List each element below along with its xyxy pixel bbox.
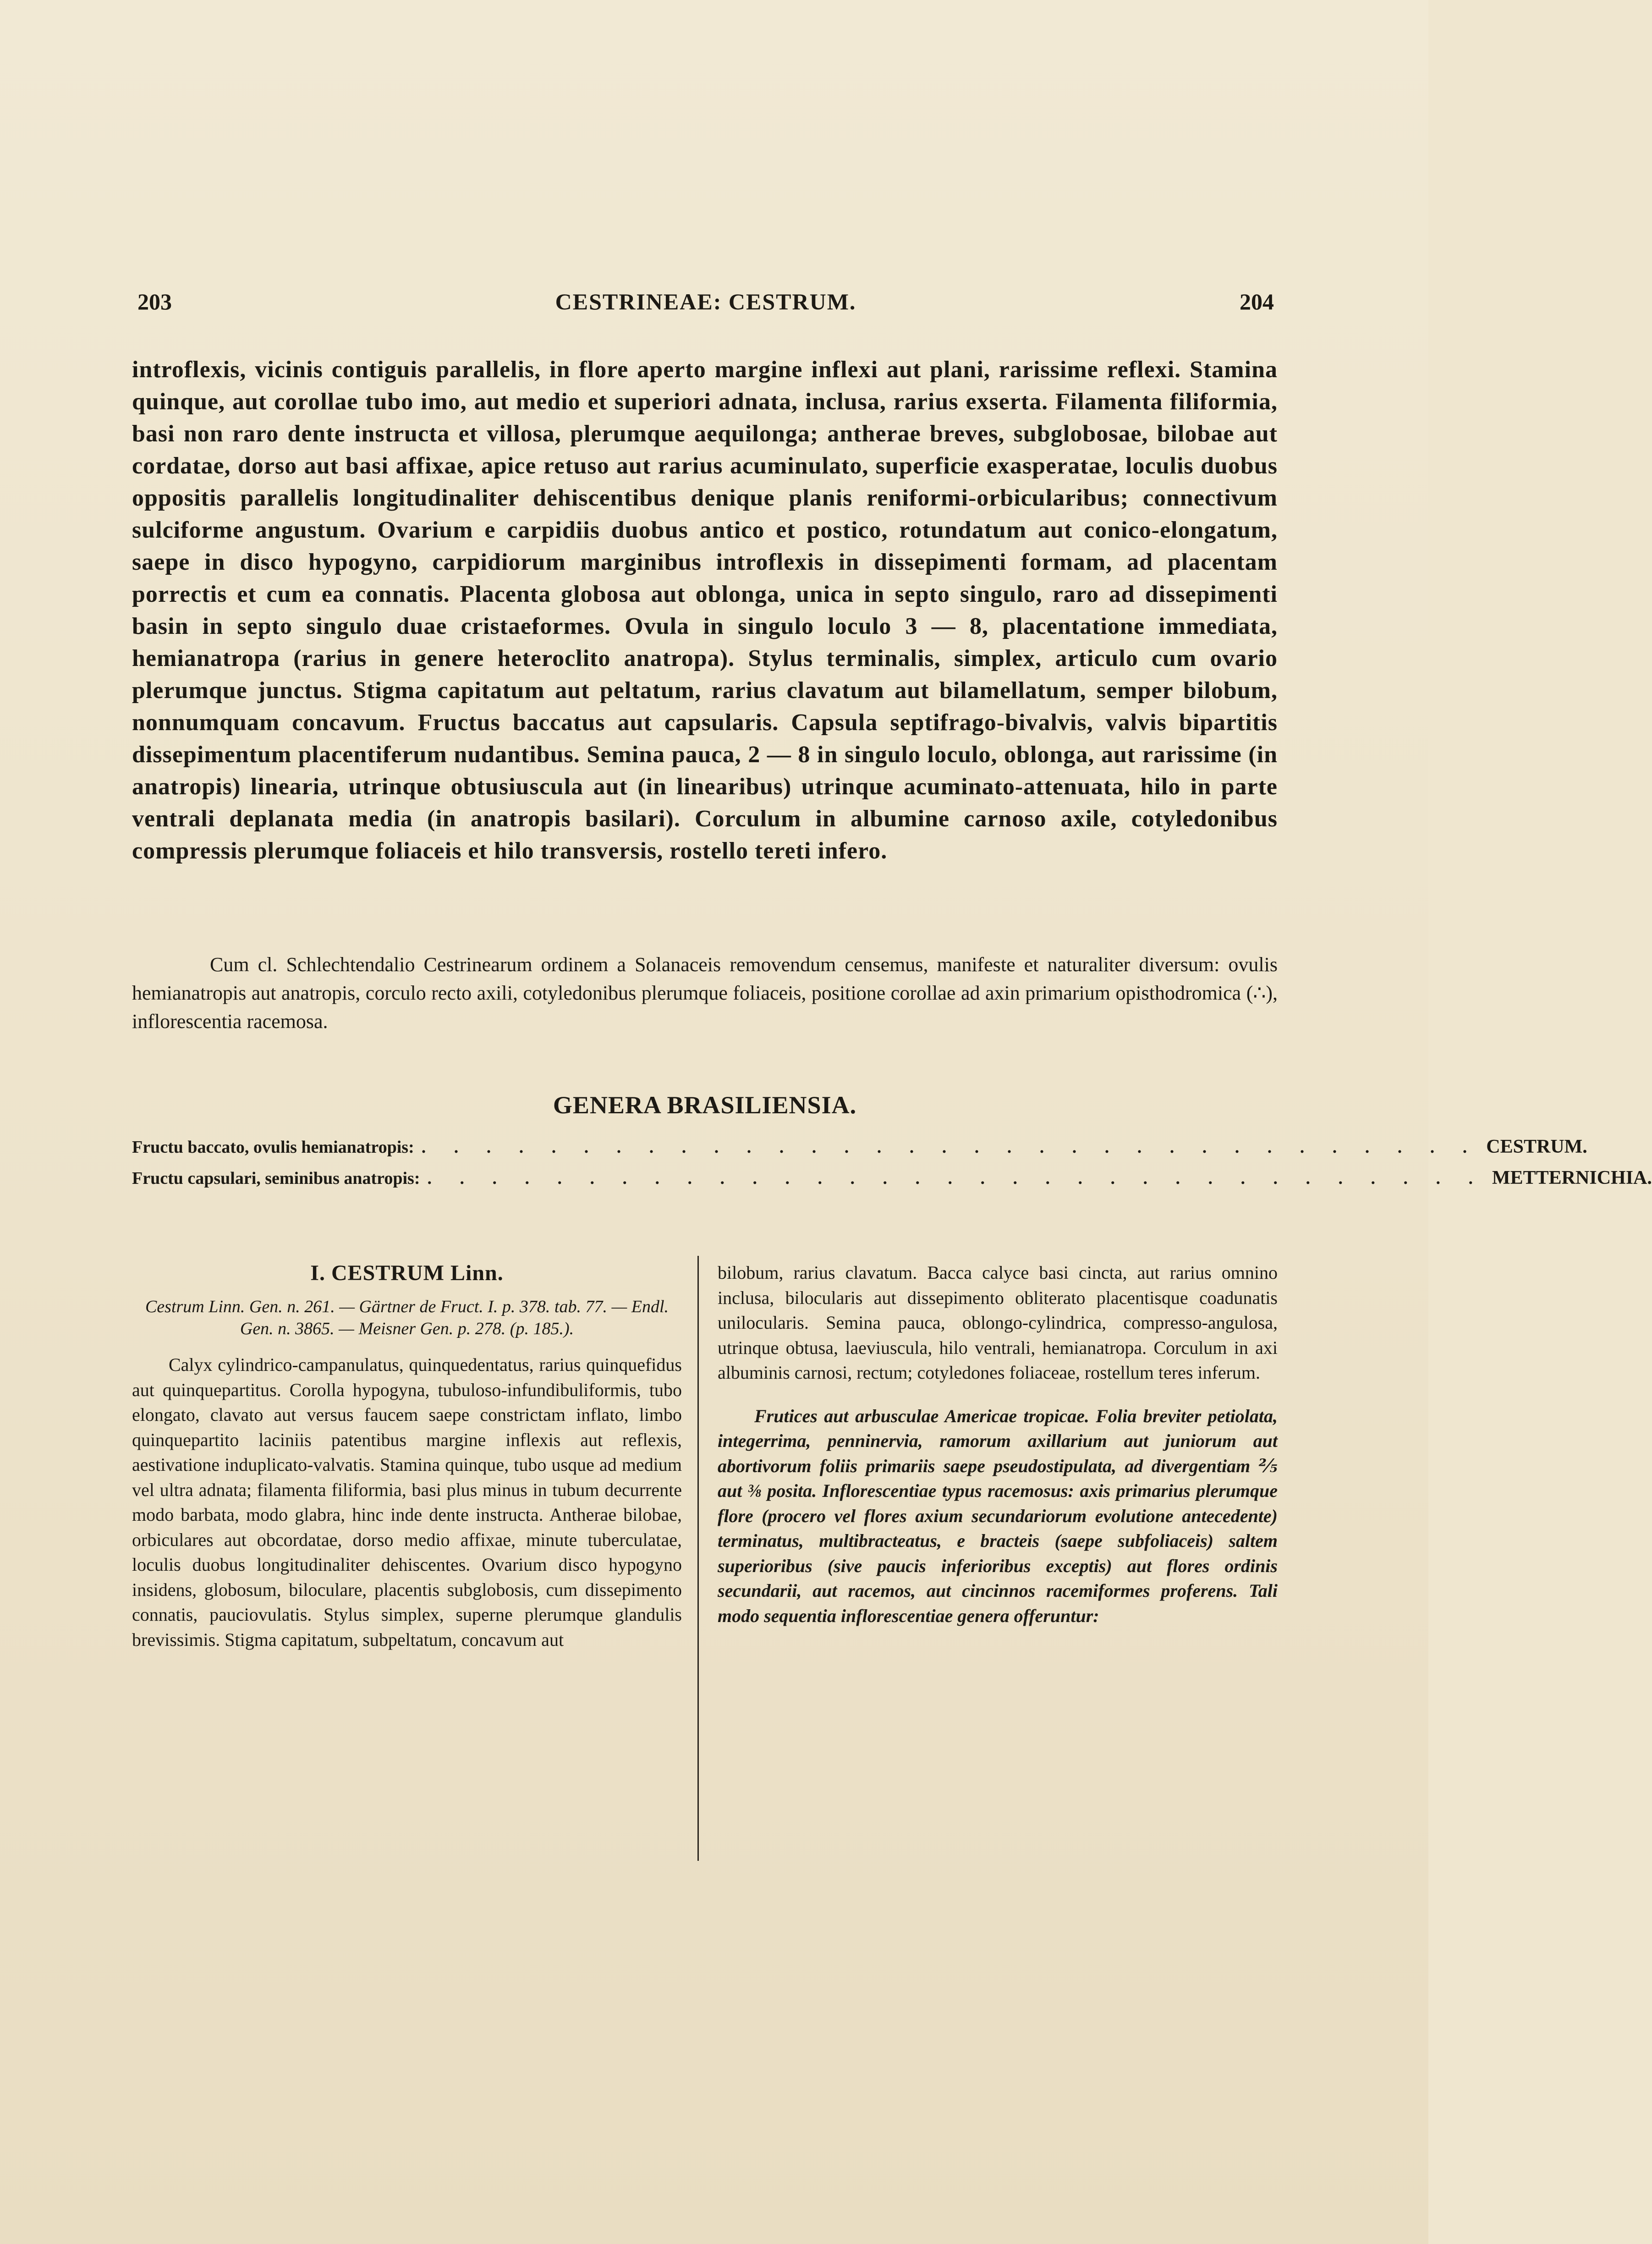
genus-references: Cestrum Linn. Gen. n. 261. — Gärtner de Fruct. I. p. 378. tab. 77. — Endl. Gen. n. 3865. — Meisner Gen. p. 278. (p. 185.). bbox=[145, 1297, 669, 1338]
leader-dots: . . . . . . . . . . . . . . . . . . . . . . . . . . . . . . . . . bbox=[427, 1169, 1485, 1188]
key-row-metternichia bbox=[132, 1167, 1652, 1193]
running-head-title: CESTRINEAE: CESTRUM. bbox=[555, 289, 856, 314]
genus-description-right: bilobum, rarius clavatum. Bacca calyce basi cincta, aut rarius omnino inclusa, bilocularis aut dissepimento obliterato placentisque coadunatis unilocularis. Semina pauca, oblongo-cylindrica, compresso-angulosa, utrinque obtusa, laeviuscula, hilo ventrali, hemianatropa. Corculum in axi albuminis carnosi, rectum; cotyledones foliaceae, rostellum teres inferum. bbox=[718, 1262, 1278, 1383]
habit-description: Frutices aut arbusculae Americae tropicae. Folia breviter petiolata, integerrima, penninervia, ramorum axillarium aut juniorum aut abortivorum foliis primariis saepe pseudostipulata, ad divergentiam ⅖ aut ⅜ posita. Inflorescentiae typus racemosus: axis primarius plerumque flore (procero vel flores axium secundariorum evolutione antecedente) terminatus, multibracteatus, e bracteis (saepe subfoliaceis) saltem superioribus (sive paucis inferioribus exceptis) aut flores ordinis secundarii, aut racemos, aut cincinnos racemiformes proferens. Tali modo sequentia inflorescentiae genera offeruntur: bbox=[718, 1405, 1278, 1626]
column-divider bbox=[697, 1256, 699, 1861]
key-character: Fructu capsulari, seminibus anatropis: bbox=[132, 1169, 420, 1188]
genera-title: GENERA BRASILIENSIA. bbox=[553, 1091, 857, 1119]
key-genus: CESTRUM. bbox=[1486, 1136, 1587, 1157]
order-description: introflexis, vicinis contiguis parallelis, in flore aperto margine inflexi aut plani, rarissime reflexi. Stamina quinque, aut corollae tubo imo, aut medio et superiori adnata, inclusa, rarius exserta. Filamenta filiformia, basi non raro dente instructa et villosa, plerumque aequilonga; antherae breves, subglobosae, bilobae aut cordatae, dorso aut basi affixae, apice retuso aut rarius acuminulato, superficie exasperatae, loculis duobus oppositis parallelis longitudinaliter dehiscentibus denique planis reniformi-orbicularibus; connectivum sulciforme angustum. Ovarium e carpidiis duobus antico et postico, rotundatum aut conico-elongatum, saepe in disco hypogyno, carpidiorum marginibus introflexis in dissepimenti formam, ad placentam porrectis et cum ea connatis. Placenta globosa aut oblonga, unica in septo singulo, raro ad dissepimenti basin in septo singulo duae cristaeformes. Ovula in singulo loculo 3 — 8, placentatione immediata, hemianatropa (rarius in genere heteroclito anatropa). Stylus terminalis, simplex, articulo cum ovario plerumque junctus. Stigma capitatum aut peltatum, rarius clavatum aut bilamellatum, semper bilobum, nonnumquam concavum. Fructus baccatus aut capsularis. Capsula septifrago-bivalvis, valvis bipartitis dissepimentum placentiferum nudantibus. Semina pauca, 2 — 8 in singulo loculo, oblonga, aut rarissime (in anatropis) linearia, utrinque obtusiuscula aut (in linearibus) utrinque acuminato-attenuata, hilo in parte ventrali deplanata media (in anatropis basilari). Corculum in albumine carnoso axile, cotyledonibus compressis plerumque foliaceis et hilo transversis, rostello tereti infero. bbox=[132, 357, 1278, 864]
genus-heading: I. CESTRUM Linn. bbox=[310, 1261, 504, 1285]
key-row-cestrum bbox=[132, 1136, 1587, 1161]
running-head bbox=[137, 288, 1274, 315]
right-column bbox=[718, 1260, 1278, 1856]
left-page-number: 203 bbox=[137, 289, 172, 314]
systematic-note: Cum cl. Schlechtendalio Cestrinearum ordinem a Solanaceis removendum censemus, manifeste et naturaliter diversum: ovulis hemianatropis aut anatropis, corculo recto axili, cotyledonibus plerumque foliaceis, positione corollae ad axin primarium opisthodromica (∴), inflorescentia racemosa. bbox=[132, 953, 1278, 1033]
key-character: Fructu baccato, ovulis hemianatropis: bbox=[132, 1138, 414, 1157]
genus-description-left: Calyx cylindrico-campanulatus, quinquedentatus, rarius quinquefidus aut quinquepartitus. Corolla hypogyna, tubuloso-infundibuliformis, tubo elongato, clavato aut versus faucem saepe constrictam inflato, limbo quinquepartito laciniis patentibus margine inflexis aut reflexis, aestivatione induplicato-valvatis. Stamina quinque, tubo usque ad medium vel ultra adnata; filamenta filiformia, basi plus minus in tubum decurrente modo barbata, modo glabra, hinc inde dente instructa. Antherae bilobae, orbiculares aut obcordatae, dorso medio affixae, minute tuberculatae, loculis duobus longitudinaliter dehiscentes. Ovarium disco hypogyno insidens, globosum, biloculare, placentis subglobosis, cum dissepimento connatis, pauciovulatis. Stylus simplex, superne plerumque glandulis brevissimis. Stigma capitatum, subpeltatum, concavum aut bbox=[132, 1354, 682, 1650]
key-genus: METTERNICHIA. bbox=[1492, 1167, 1652, 1188]
left-column bbox=[132, 1260, 682, 1856]
leader-dots: . . . . . . . . . . . . . . . . . . . . . . . . . . . . . . . . . bbox=[421, 1138, 1479, 1157]
right-page-number: 204 bbox=[1240, 289, 1274, 314]
